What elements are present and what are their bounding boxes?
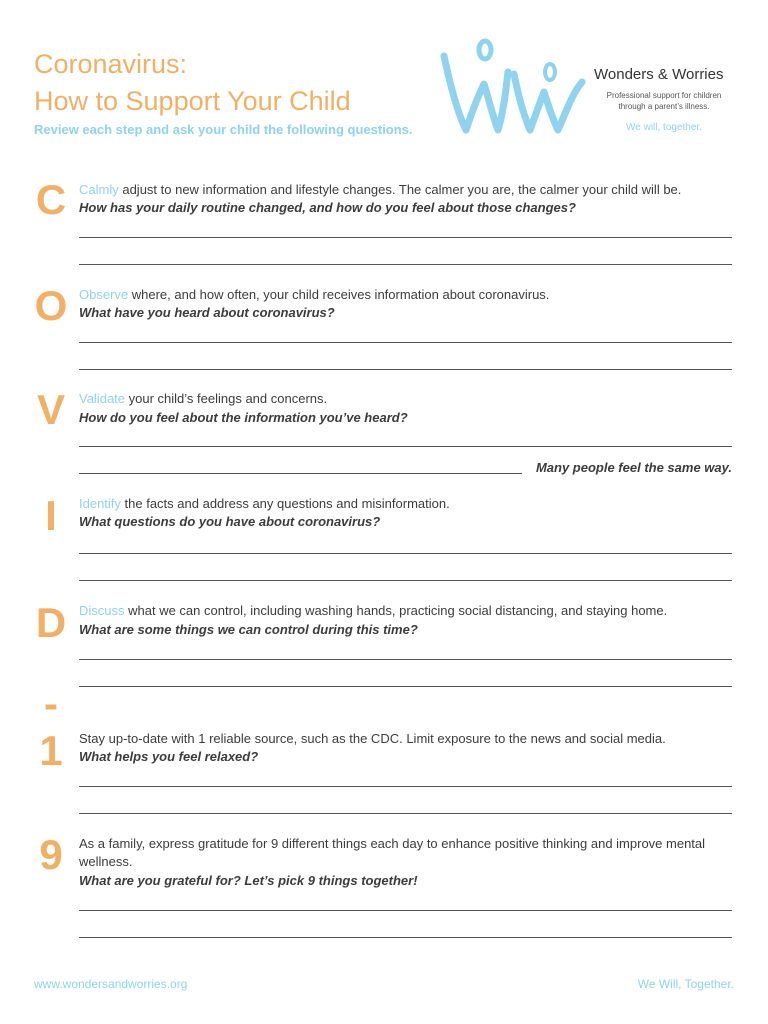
brand-tagline-line-1: Professional support for children (606, 91, 722, 100)
footer-tagline: We Will, Together. (637, 977, 734, 991)
step-d-keyword: Discuss (79, 603, 125, 618)
step-letter-9: 9 (39, 831, 63, 878)
step-i-question: What questions do you have about coronavirus? (79, 514, 381, 529)
wonders-worries-logo-icon (438, 34, 588, 140)
step-c-description: adjust to new information and lifestyle changes. The calmer you are, the calmer your child will be. (118, 182, 682, 197)
answer-line[interactable] (79, 686, 732, 687)
step-letter-1: 1 (39, 727, 63, 774)
step-c-text (79, 181, 734, 199)
answer-line[interactable] (79, 553, 732, 554)
step-9-text: As a family, express gratitude for 9 different things each day to enhance positive thinking and improve mental wellness. (79, 836, 706, 869)
answer-line[interactable] (79, 473, 522, 474)
answer-line[interactable] (79, 937, 732, 938)
step-letter-d: D (35, 599, 67, 646)
brand-tagline-line-2: through a parent’s illness. (618, 102, 710, 111)
step-o-keyword: Observe (79, 287, 129, 302)
step-d-description: what we can control, including washing hands, practicing social distancing, and staying home. (124, 603, 668, 618)
answer-line[interactable] (79, 580, 732, 581)
step-9-question: What are you grateful for? Let’s pick 9 things together! (79, 873, 418, 888)
step-v-keyword: Validate (79, 391, 126, 406)
step-c-question: How has your daily routine changed, and how do you feel about those changes? (79, 200, 576, 215)
step-letter-v: V (36, 386, 65, 433)
footer-website-link[interactable]: www.wondersandworries.org (34, 977, 188, 991)
step-o-text (79, 286, 734, 304)
title-line-1: Coronavirus: (34, 49, 188, 79)
answer-line[interactable] (79, 786, 732, 787)
answer-line[interactable] (79, 264, 732, 265)
answer-line[interactable] (79, 446, 732, 447)
step-1-question: What helps you feel relaxed? (79, 749, 259, 764)
answer-line[interactable] (79, 237, 732, 238)
step-v-question: How do you feel about the information you’ve heard? (79, 410, 408, 425)
answer-line[interactable] (79, 659, 732, 660)
brand-tagline (594, 90, 734, 112)
title-line-2: How to Support Your Child (34, 86, 351, 116)
step-i-text (79, 495, 734, 513)
step-v-note: Many people feel the same way. (535, 460, 732, 475)
answer-line[interactable] (79, 813, 732, 814)
step-v-description: your child’s feelings and concerns. (125, 391, 328, 406)
answer-line[interactable] (79, 910, 732, 911)
page-title (34, 46, 351, 120)
step-v-text (79, 390, 734, 408)
step-letter-c: C (35, 176, 67, 223)
brand-motto: We will, together. (626, 122, 702, 133)
step-letter-dash: - (44, 680, 58, 727)
step-o-description: where, and how often, your child receives information about coronavirus. (128, 287, 550, 302)
step-c-keyword: Calmly (79, 182, 119, 197)
step-d-text (79, 602, 734, 620)
brand-name: Wonders & Worries (594, 66, 724, 83)
step-i-keyword: Identify (79, 496, 121, 511)
step-letter-i: I (45, 492, 57, 539)
answer-line[interactable] (79, 342, 732, 343)
step-i-description: the facts and address any questions and misinformation. (120, 496, 450, 511)
step-1-text: Stay up-to-date with 1 reliable source, such as the CDC. Limit exposure to the news and social media. (79, 731, 666, 746)
step-o-question: What have you heard about coronavirus? (79, 305, 335, 320)
step-d-question: What are some things we can control during this time? (79, 622, 418, 637)
answer-line[interactable] (79, 369, 732, 370)
step-letter-o: O (34, 282, 68, 329)
page-subtitle: Review each step and ask your child the following questions. (34, 122, 413, 137)
